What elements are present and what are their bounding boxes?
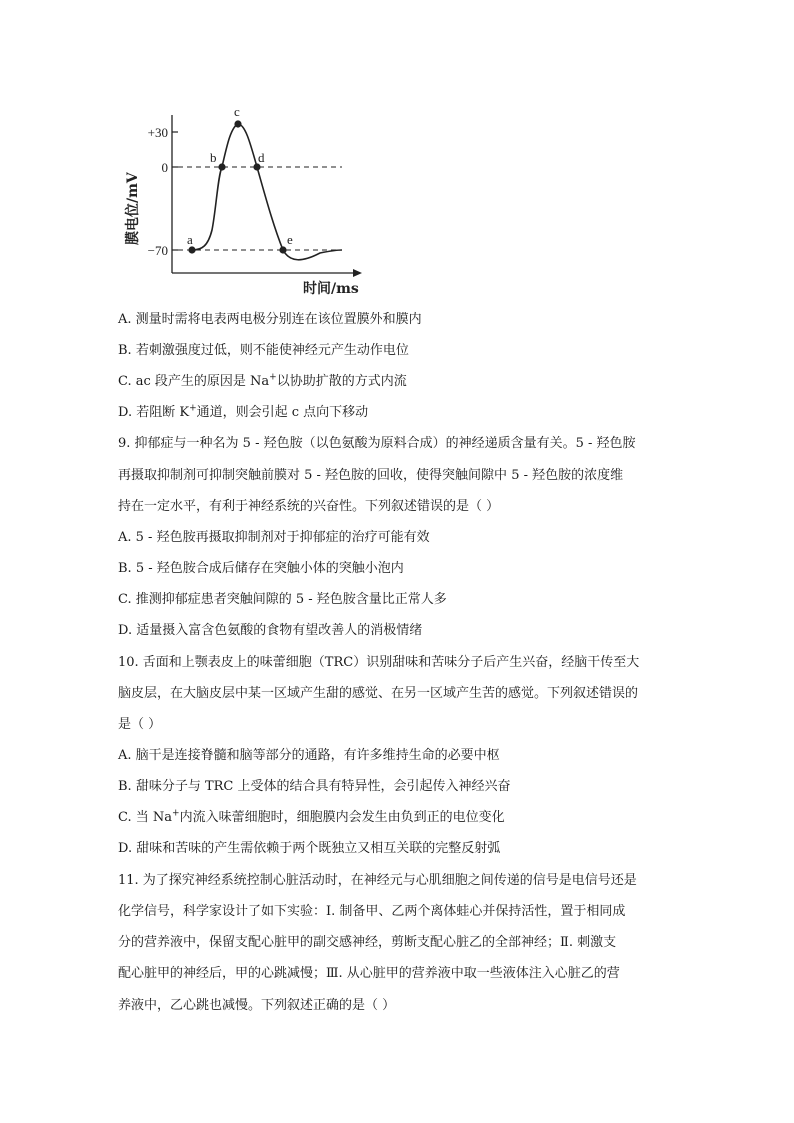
membrane-potential-chart: [110, 100, 380, 300]
q8-option-c: [118, 372, 407, 392]
q9-option-a: A. 5 - 羟色胺再摄取抑制剂对于抑郁症的治疗可能有效: [118, 530, 430, 545]
q10-option-b: B. 甜味分子与 TRC 上受体的结合具有特异性，会引起传入神经兴奋: [118, 779, 511, 794]
point-c: [234, 120, 241, 127]
q9-option-d: D. 适量摄入富含色氨酸的食物有望改善人的消极情绪: [118, 623, 423, 638]
tick-label-zero: 0: [161, 160, 168, 175]
tick-label-minus70: −70: [147, 243, 168, 258]
q8-option-d: [118, 403, 368, 423]
q11-stem-line-4: 配心脏甲的神经后，甲的心跳减慢；Ⅲ. 从心脏甲的营养液中取一些液体注入心脏乙的营: [118, 966, 620, 981]
q10-option-c-sup: +: [172, 808, 180, 819]
q9-stem-line-3: 持在一定水平，有利于神经系统的兴奋性。下列叙述错误的是（ ）: [118, 499, 500, 514]
label-e: e: [287, 232, 293, 247]
label-a: a: [187, 232, 193, 247]
q9-stem-line-1: 9. 抑郁症与一种名为 5 - 羟色胺（以色氨酸为原料合成）的神经递质含量有关。5 - 羟色胺: [118, 436, 636, 451]
q11-stem-line-3: 分的营养液中，保留支配心脏甲的副交感神经，剪断支配心脏乙的全部神经；Ⅱ. 刺激支: [118, 935, 617, 950]
y-axis-label: 膜电位/mV: [125, 172, 141, 245]
q10-stem-line-3: 是（ ）: [118, 717, 162, 732]
q8-option-c-pre: C. ac 段产生的原因是 Na: [118, 374, 270, 389]
q8-option-c-sup: +: [269, 372, 277, 383]
label-c: c: [234, 104, 240, 119]
x-axis-arrow: [353, 269, 362, 277]
point-b: [218, 163, 225, 170]
q10-option-c-pre: C. 当 Na: [118, 810, 173, 825]
tick-label-plus30: +30: [147, 125, 168, 140]
x-axis-label: 时间/ms: [303, 281, 359, 297]
point-a: [188, 246, 195, 253]
q10-option-c-post: 内流入味蕾细胞时，细胞膜内会发生由负到正的电位变化: [179, 810, 505, 825]
q11-stem-line-1: 11. 为了探究神经系统控制心脏活动时，在神经元与心肌细胞之间传递的信号是电信号还是: [118, 873, 637, 888]
q10-option-a: A. 脑干是连接脊髓和脑等部分的通路，有许多维持生命的必要中枢: [118, 748, 500, 763]
q10-option-c: [118, 808, 505, 828]
q8-option-d-post: 通道，则会引起 c 点向下移动: [196, 405, 369, 420]
label-b: b: [210, 150, 217, 165]
q8-option-c-post: 以协助扩散的方式内流: [276, 374, 407, 389]
q8-option-d-sup: +: [189, 403, 197, 414]
q10-stem-line-2: 脑皮层，在大脑皮层中某一区域产生甜的感觉、在另一区域产生苦的感觉。下列叙述错误的: [118, 686, 639, 701]
q11-stem-line-2: 化学信号，科学家设计了如下实验：Ⅰ. 制备甲、乙两个离体蛙心并保持活性，置于相同成: [118, 904, 626, 919]
q9-option-b: B. 5 - 羟色胺合成后储存在突触小体的突触小泡内: [118, 561, 404, 576]
q8-option-d-pre: D. 若阻断 K: [118, 405, 190, 420]
q9-option-c: C. 推测抑郁症患者突触间隙的 5 - 羟色胺含量比正常人多: [118, 592, 447, 607]
q10-option-d: D. 甜味和苦味的产生需依赖于两个既独立又相互关联的完整反射弧: [118, 841, 501, 856]
point-e: [279, 246, 286, 253]
q11-stem-line-5: 养液中，乙心跳也减慢。下列叙述正确的是（ ）: [118, 998, 396, 1013]
q8-option-a: A. 测量时需将电表两电极分别连在该位置膜外和膜内: [118, 312, 422, 327]
action-potential-curve: [192, 124, 342, 260]
q8-option-b: B. 若刺激强度过低，则不能使神经元产生动作电位: [118, 343, 409, 358]
q10-stem-line-1: 10. 舌面和上颚表皮上的味蕾细胞（TRC）识别甜味和苦味分子后产生兴奋，经脑干传至大: [118, 655, 640, 670]
label-d: d: [258, 150, 265, 165]
q9-stem-line-2: 再摄取抑制剂可抑制突触前膜对 5 - 羟色胺的回收，使得突触间隙中 5 - 羟色胺的浓度维: [118, 468, 624, 483]
